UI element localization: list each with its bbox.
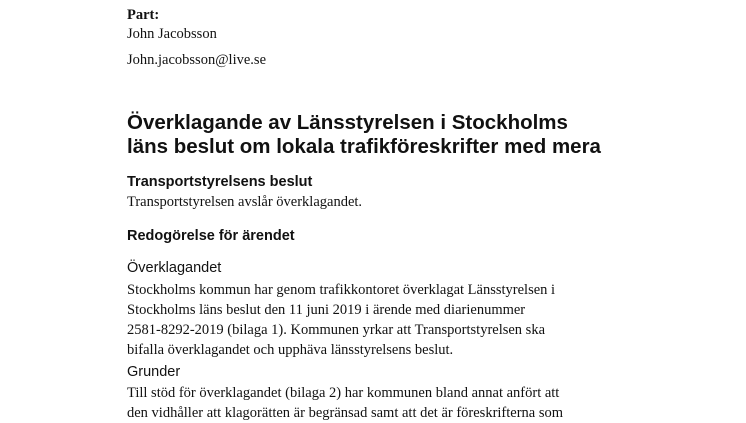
grounds-heading: Grunder	[127, 364, 181, 380]
account-heading: Redogörelse för ärendet	[127, 228, 295, 244]
party-name: John Jacobsson	[127, 26, 217, 42]
party-email: John.jacobsson@live.se	[127, 52, 267, 68]
grounds-paragraph	[127, 383, 563, 423]
appeal-line: Stockholms läns beslut den 11 juni 2019 i ärende med diarienummer	[127, 302, 526, 318]
grounds-line: Till stöd för överklagandet (bilaga 2) har kommunen bland annat anfört att	[127, 385, 560, 401]
appeal-line: bifalla överklagandet och upphäva länsstyrelsens beslut.	[127, 342, 454, 358]
appeal-line: Stockholms kommun har genom trafikkontoret överklagat Länsstyrelsen i	[127, 282, 556, 298]
title-line-1: Överklagande av Länsstyrelsen i Stockholms	[127, 111, 568, 134]
party-label: Part:	[127, 7, 160, 23]
decision-heading: Transportstyrelsens beslut	[127, 174, 313, 190]
document-title	[127, 111, 601, 159]
decision-text: Transportstyrelsen avslår överklagandet.	[127, 194, 363, 210]
appeal-paragraph	[127, 280, 555, 360]
appeal-line: 2581-8292-2019 (bilaga 1). Kommunen yrkar att Transportstyrelsen ska	[127, 322, 546, 338]
appeal-heading: Överklagandet	[127, 260, 222, 276]
grounds-line: den vidhåller att klagorätten är begränsad samt att det är föreskrifterna som	[127, 405, 564, 421]
title-line-2: läns beslut om lokala trafikföreskrifter med mera	[127, 135, 601, 158]
